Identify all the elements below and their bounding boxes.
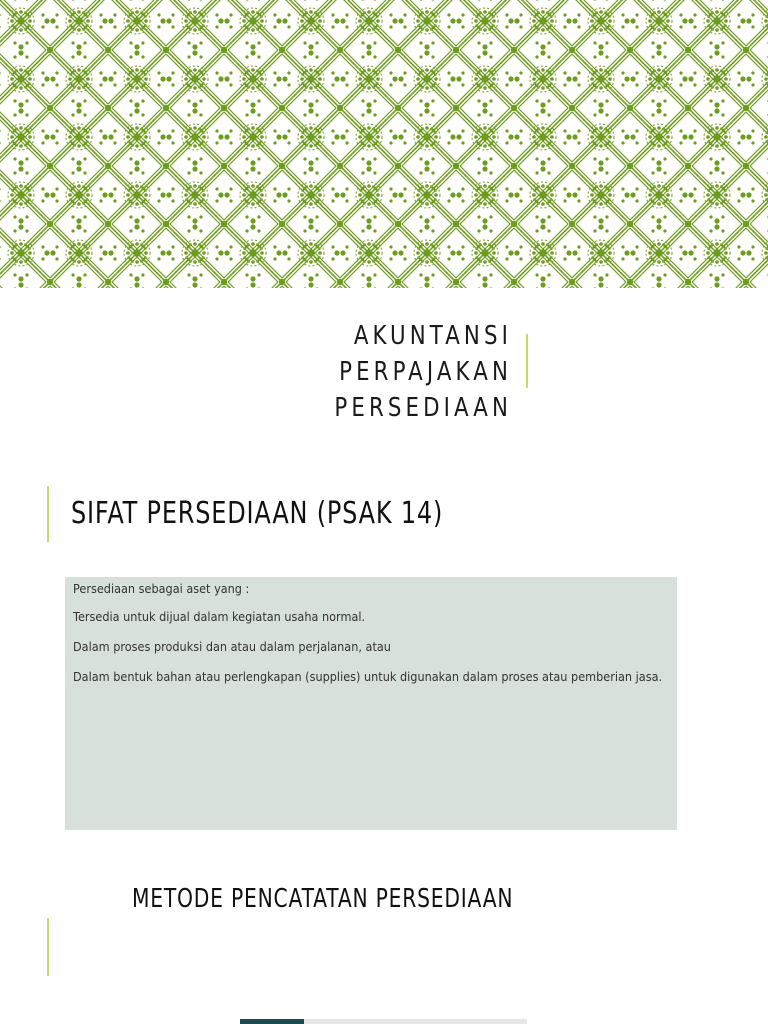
content-line: Dalam bentuk bahan atau perlengkapan (supplies) untuk digunakan dalam proses atau pemberian jasa. xyxy=(73,670,663,684)
content-line: Persediaan sebagai aset yang : xyxy=(73,582,250,596)
bottom-decoration-dark xyxy=(240,1019,304,1024)
content-line: Dalam proses produksi dan atau dalam perjalanan, atau xyxy=(73,640,391,654)
slide1-title xyxy=(191,318,512,426)
content-box xyxy=(65,577,677,830)
content-line: Tersedia untuk dijual dalam kegiatan usaha normal. xyxy=(73,610,366,624)
slide2-title: SIFAT PERSEDIAAN (PSAK 14) xyxy=(71,496,444,531)
geometric-pattern-image xyxy=(0,0,768,288)
slide1-title-line2: PERSEDIAAN xyxy=(334,393,512,423)
slide3-title: METODE PENCATATAN PERSEDIAAN xyxy=(132,884,514,914)
pattern-banner xyxy=(0,0,768,288)
title-accent-rule xyxy=(526,334,528,388)
slide1-title-line1: AKUNTANSI PERPAJAKAN xyxy=(339,321,512,387)
slide3-accent-rule xyxy=(47,918,49,976)
slide2-accent-rule xyxy=(47,486,49,542)
